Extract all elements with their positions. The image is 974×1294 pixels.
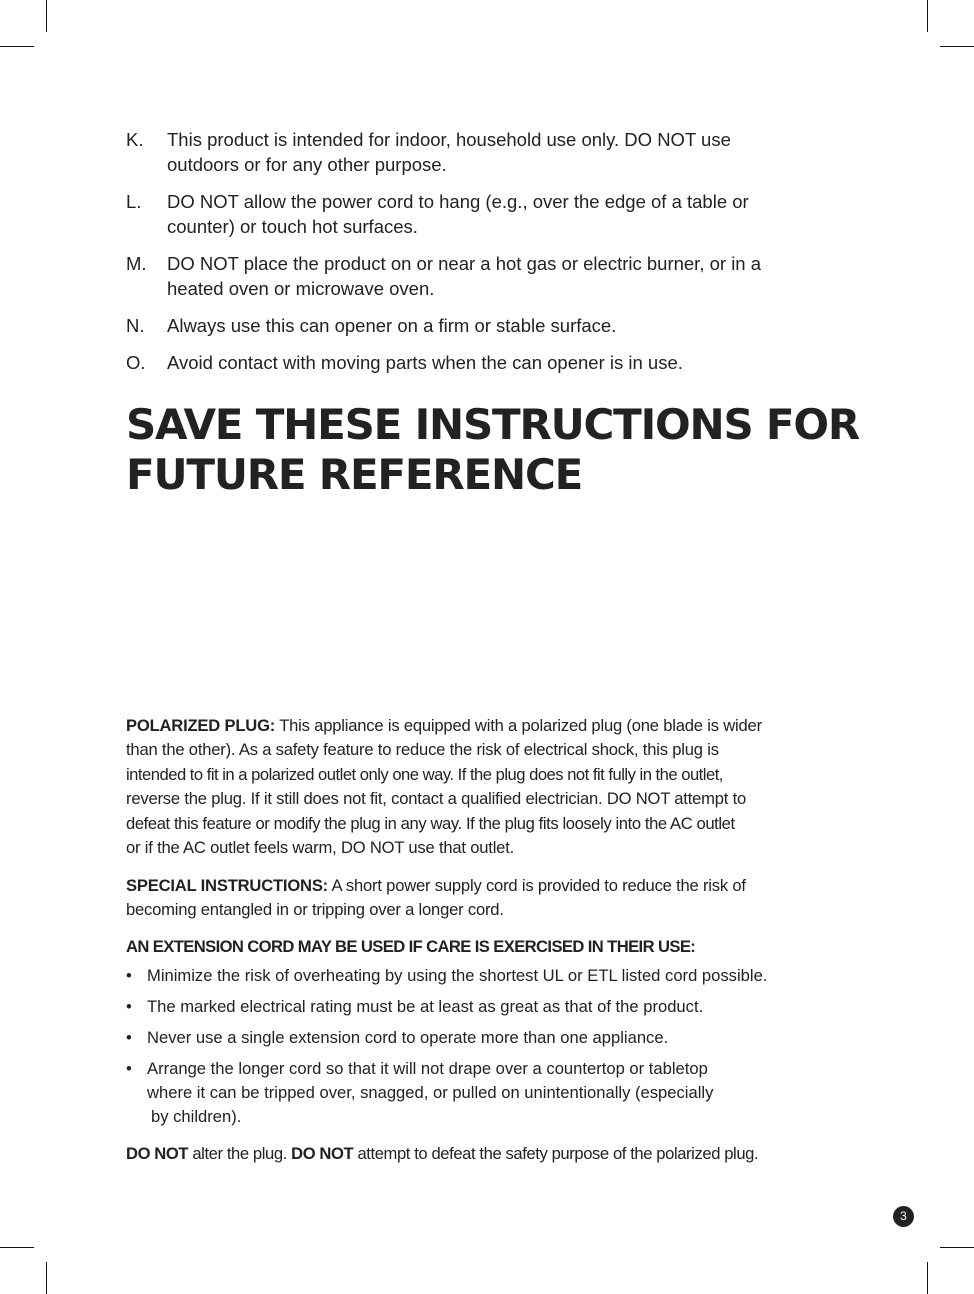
special-line [126,874,850,898]
list-text: Always use this can opener on a firm or stable surface. [167,315,617,336]
bullet-item [126,1057,846,1129]
do-not-label: DO NOT [126,1144,189,1163]
page-heading [126,400,866,500]
crop-mark [927,0,928,32]
crop-mark [0,1247,34,1248]
list-item [126,350,846,375]
bullet-text: by children). [151,1107,242,1126]
list-item [126,251,846,301]
footer-text: alter the plug. [188,1144,292,1163]
list-item [126,189,846,239]
crop-mark [46,0,47,32]
bullet-text: Minimize the risk of overheating by using the shortest UL or ETL listed cord possible. [147,966,768,985]
polarized-line: intended to fit in a polarized outlet only one way. If the plug does not fit fully in the outlet, [126,764,723,784]
list-letter: K. [126,129,144,150]
bullet-dot: • [126,997,132,1016]
bullet-text: where it can be tripped over, snagged, or pulled on unintentionally (especially [147,1083,714,1102]
safety-list [126,127,846,387]
heading-line: FUTURE REFERENCE [126,450,583,499]
list-text: This product is intended for indoor, household use only. DO NOT use [167,129,731,150]
extension-bullets [126,964,846,1136]
crop-mark [940,46,974,47]
polarized-line: than the other). As a safety feature to reduce the risk of electrical shock, this plug is [126,740,719,760]
footer-text: attempt to defeat the safety purpose of the polarized plug. [353,1144,759,1163]
list-item [126,127,846,177]
polarized-line: defeat this feature or modify the plug in any way. If the plug fits loosely into the AC outlet [126,813,735,833]
list-letter: N. [126,315,145,336]
list-text: heated oven or microwave oven. [167,278,435,299]
special-instructions-section [126,874,850,923]
list-item [126,313,846,338]
crop-mark [927,1262,928,1294]
bullet-text: The marked electrical rating must be at least as great as that of the product. [147,997,704,1016]
bullet-dot: • [126,1028,132,1047]
list-letter: L. [126,191,142,212]
list-text: outdoors or for any other purpose. [167,154,447,175]
polarized-line: or if the AC outlet feels warm, DO NOT use that outlet. [126,838,515,858]
bullet-dot: • [126,1059,132,1078]
extension-cord-heading: AN EXTENSION CORD MAY BE USED IF CARE IS EXERCISED IN THEIR USE: [126,937,696,956]
special-text: A short power supply cord is provided to reduce the risk of [328,876,746,895]
bullet-item [126,964,846,988]
page-number-badge: 3 [893,1206,914,1227]
polarized-label: POLARIZED PLUG: [126,716,276,735]
heading-line: SAVE THESE INSTRUCTIONS FOR [126,400,860,449]
do-not-label: DO NOT [291,1144,354,1163]
footer-note [126,1142,850,1166]
list-text: counter) or touch hot surfaces. [167,216,418,237]
polarized-line: reverse the plug. If it still does not fit, contact a qualified electrician. DO NOT attempt to [126,789,747,809]
bullet-dot: • [126,966,132,985]
crop-mark [940,1247,974,1248]
crop-mark [46,1262,47,1294]
crop-mark [0,46,34,47]
bullet-text: Never use a single extension cord to operate more than one appliance. [147,1028,669,1047]
polarized-plug-section [126,714,850,860]
bullet-text: Arrange the longer cord so that it will not drape over a countertop or tabletop [147,1059,708,1078]
bullet-item [126,1026,846,1050]
list-letter: M. [126,253,147,274]
list-text: DO NOT allow the power cord to hang (e.g., over the edge of a table or [167,191,749,212]
special-line: becoming entangled in or tripping over a longer cord. [126,900,504,920]
list-text: Avoid contact with moving parts when the can opener is in use. [167,352,683,373]
polarized-text: This appliance is equipped with a polarized plug (one blade is wider [275,716,762,735]
list-text: DO NOT place the product on or near a hot gas or electric burner, or in a [167,253,762,274]
bullet-item [126,995,846,1019]
list-letter: O. [126,352,146,373]
special-label: SPECIAL INSTRUCTIONS: [126,876,329,895]
polarized-line [126,714,850,738]
